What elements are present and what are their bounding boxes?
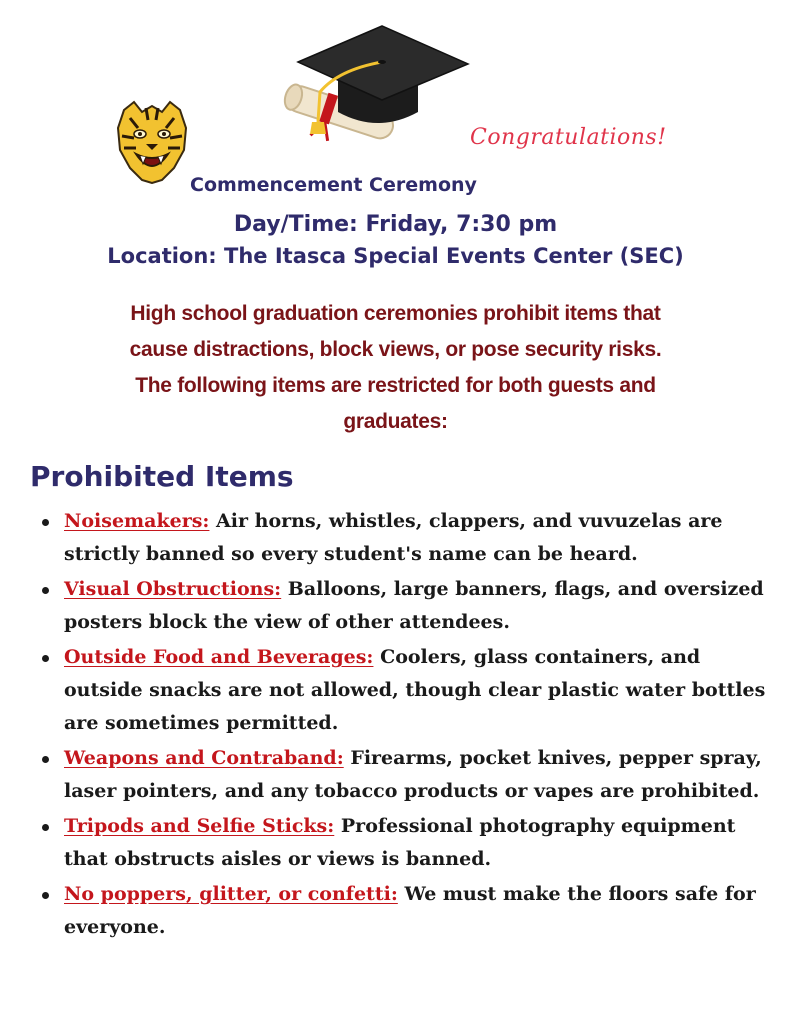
item-label: Visual Obstructions:: [64, 578, 282, 600]
list-item: [64, 810, 774, 876]
item-text: Air horns, whistles, clappers, and vuvuzelas are strictly banned so every student's name can be heard.: [64, 510, 723, 565]
ceremony-title: Commencement Ceremony: [190, 174, 477, 196]
list-item: [64, 573, 774, 639]
item-label: Weapons and Contraband:: [64, 747, 344, 769]
intro-line: The following items are restricted for both guests and: [135, 374, 656, 397]
item-text: Firearms, pocket knives, pepper spray, laser pointers, and any tobacco products or vapes are prohibited.: [64, 747, 762, 802]
tiger-mascot-icon: [112, 98, 192, 184]
intro-line: graduates:: [343, 410, 448, 433]
location: Location: The Itasca Special Events Center (SEC): [107, 244, 684, 268]
list-item: [64, 641, 774, 740]
intro-line: cause distractions, block views, or pose security risks.: [129, 338, 662, 361]
day-time: Day/Time: Friday, 7:30 pm: [233, 212, 558, 237]
list-item: [64, 505, 774, 571]
item-label: Noisemakers:: [64, 510, 210, 532]
item-label: No poppers, glitter, or confetti:: [64, 883, 398, 905]
congratulations-text: Congratulations!: [470, 125, 667, 150]
section-title: Prohibited Items: [30, 460, 294, 493]
list-item: [64, 742, 774, 808]
item-text: Professional photography equipment that obstructs aisles or views is banned.: [64, 815, 736, 870]
item-label: Tripods and Selfie Sticks:: [64, 815, 335, 837]
list-item: [64, 878, 774, 944]
prohibited-items-list: [64, 505, 774, 946]
intro-line: High school graduation ceremonies prohibit items that: [130, 302, 661, 325]
item-text: Coolers, glass containers, and outside snacks are not allowed, though clear plastic water bottles are sometimes permitted.: [64, 646, 766, 734]
item-text: We must make the floors safe for everyone.: [64, 883, 756, 938]
item-label: Outside Food and Beverages:: [64, 646, 374, 668]
item-text: Balloons, large banners, flags, and oversized posters block the view of other attendees.: [64, 578, 764, 633]
intro-paragraph: [40, 296, 751, 440]
graduation-cap-icon: [278, 22, 470, 162]
